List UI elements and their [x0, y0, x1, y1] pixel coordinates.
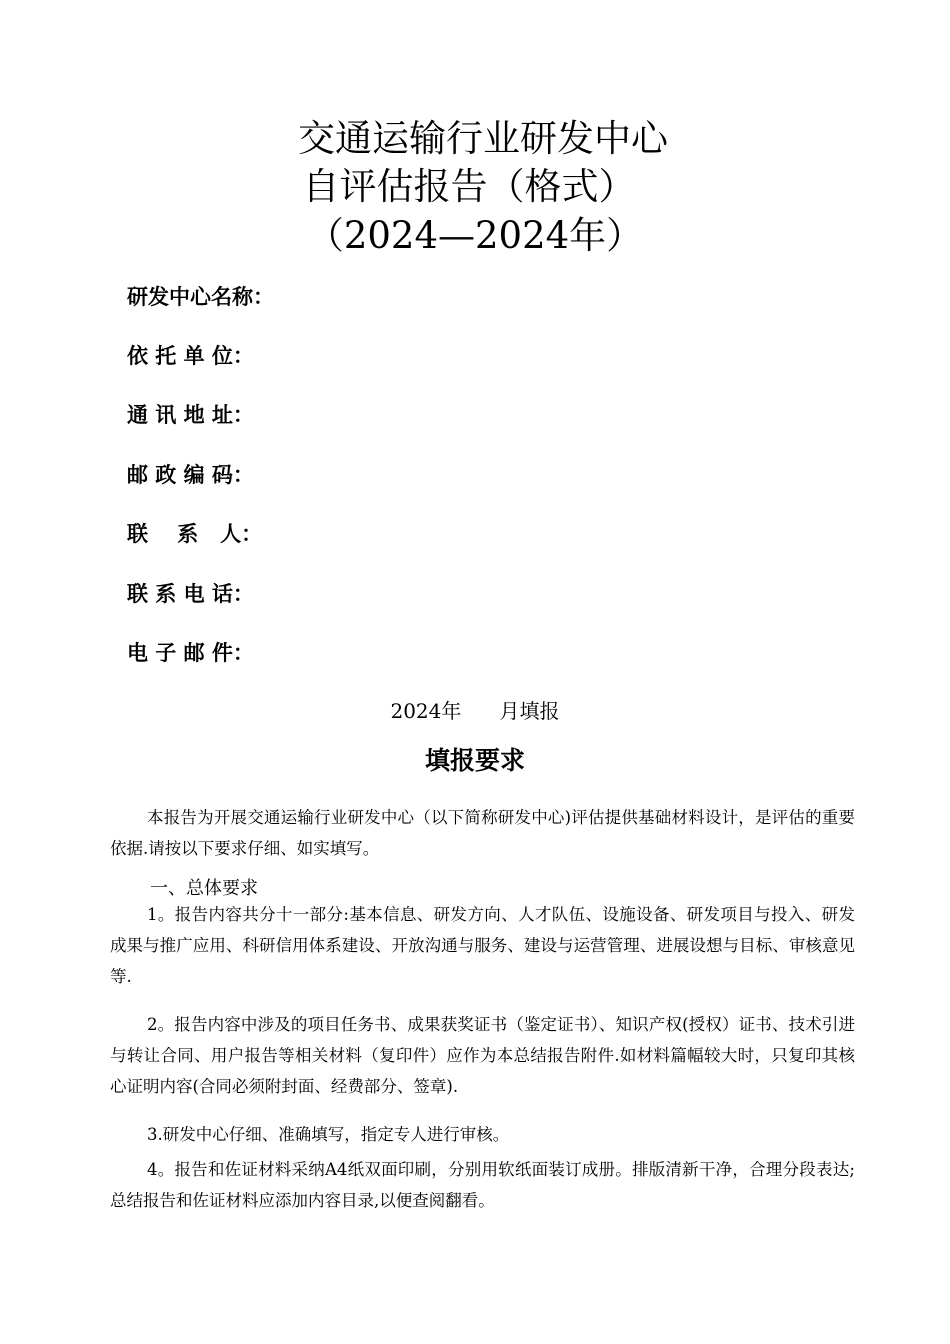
field-host-unit: 依 托 单 位： — [127, 344, 254, 368]
section-heading-general: 一、总体要求 — [150, 878, 258, 899]
requirement-item-1: 1。报告内容共分十一部分:基本信息、研发方向、人才队伍、设施设备、研发项目与投入、研发成果与推广应用、科研信用体系建设、开放沟通与服务、建设与运营管理、进展设想与目标、审核意见等. — [110, 905, 855, 986]
field-phone: 联 系 电 话： — [127, 582, 254, 606]
field-address: 通 讯 地 址： — [127, 403, 254, 427]
field-center-name: 研发中心名称： — [127, 285, 274, 309]
requirement-item-4: 4。报告和佐证材料采纳A4纸双面印刷，分别用软纸面装订成册。排版清新干净，合理分段表达;总结报告和佐证材料应添加内容目录,以便查阅翻看。 — [110, 1160, 855, 1210]
requirements-intro: 本报告为开展交通运输行业研发中心（以下简称研发中心)评估提供基础材料设计，是评估的重要依据.请按以下要求仔细、如实填写。 — [110, 808, 855, 858]
report-title-line1: 交通运输行业研发中心 — [298, 117, 668, 160]
report-title-line2: 自评估报告（格式） — [302, 165, 636, 208]
fill-date: 2024年 月填报 — [390, 699, 560, 723]
field-email: 电 子 邮 件： — [127, 641, 254, 665]
requirement-item-2: 2。报告内容中涉及的项目任务书、成果获奖证书（鉴定证书）、知识产权(授权）证书、技术引进与转让合同、用户报告等相关材料（复印件）应作为本总结报告附件.如材料篇幅较大时，只复印其核心证明内容(合同必须附封面、经费部分、签章). — [110, 1015, 855, 1096]
requirements-heading: 填报要求 — [424, 746, 525, 775]
field-contact-person: 联 系 人： — [127, 522, 263, 546]
field-postcode: 邮 政 编 码： — [127, 463, 254, 487]
requirement-item-3: 3.研发中心仔细、准确填写，指定专人进行审核。 — [147, 1125, 510, 1144]
report-title-years: （2024—2024年） — [306, 214, 644, 257]
